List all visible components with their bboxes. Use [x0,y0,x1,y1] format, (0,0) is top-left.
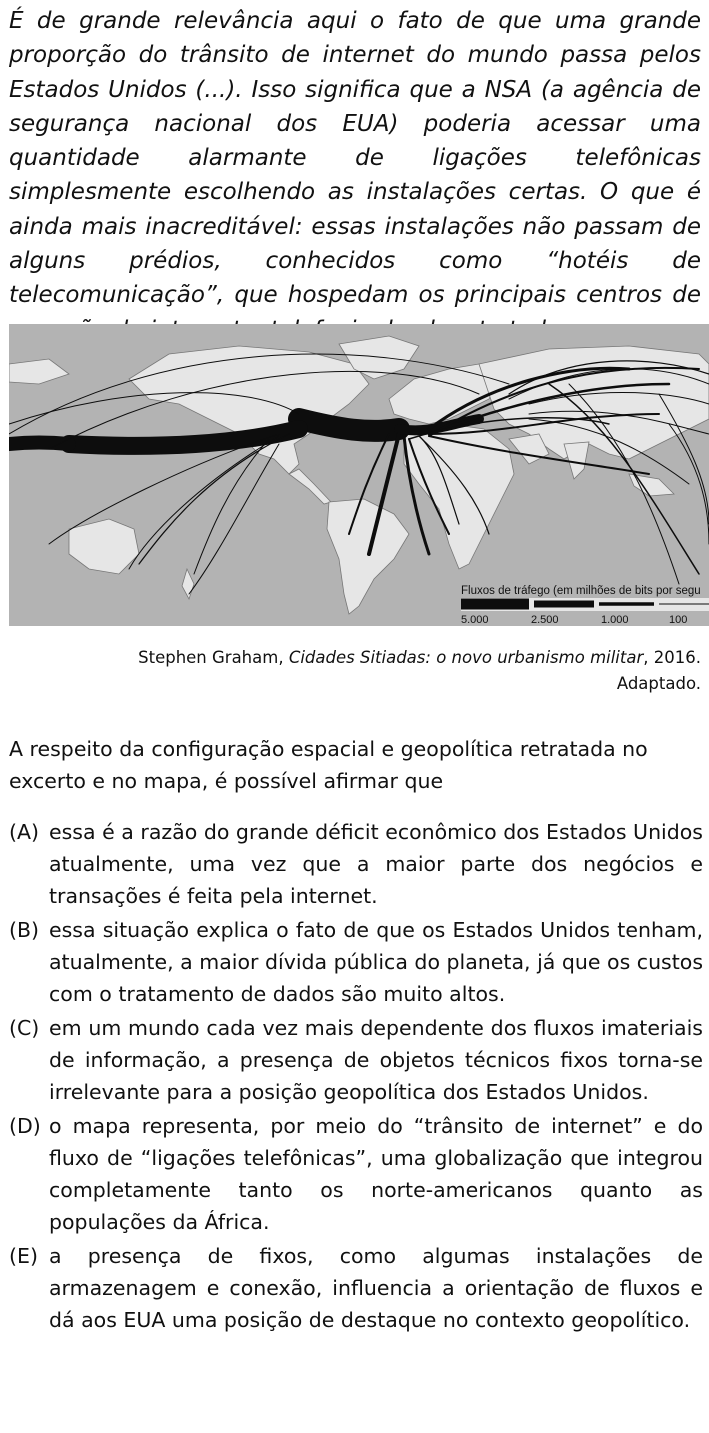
caption-note: Adaptado. [616,674,701,693]
option-c-text: em um mundo cada vez mais dependente dos fluxos imateriais de informação, a presença de objetos técnicos fixos torna-se irrelevante para a posição geopolítica dos Estados Unidos. [49,1016,703,1104]
option-d-letter: (D) [9,1114,41,1138]
option-e-letter: (E) [9,1244,38,1268]
legend-value-2500: 2.500 [531,614,559,626]
option-d[interactable] [9,1110,703,1238]
option-c[interactable] [9,1012,703,1108]
map-graphic [9,324,709,626]
caption-author: Stephen Graham, [138,648,289,667]
option-a[interactable] [9,816,703,912]
option-d-text: o mapa representa, por meio do “trânsito de internet” e do fluxo de “ligações telefônicas”, uma globalização que integrou completamente tanto os norte-americanos quanto as populações da África. [49,1114,703,1234]
excerpt-quote: É de grande relevância aqui o fato de que uma grande proporção do trânsito de internet do mundo passa pelos Estados Unidos (...). Isso significa que a NSA (a agência de segurança nacional dos EUA) poderia acessar uma quantidade alarmante de ligações telefônicas simplesmente escolhendo as instalações certas. O que é ainda mais inacreditável: essas instalações não passam de alguns prédios, conhecidos como “hotéis de telecomunicação”, que hospedam os principais centros de [9,8,701,309]
legend-value-100: 100 [669,614,688,626]
option-b[interactable] [9,914,703,1010]
legend-value-5000: 5.000 [461,614,489,626]
answer-options [9,816,703,1336]
map-caption [61,645,701,697]
world-traffic-map [9,324,709,626]
option-a-text: essa é a razão do grande déficit econômico dos Estados Unidos atualmente, uma vez que a maior parte dos negócios e transações é feita pela internet. [49,820,703,908]
caption-year: , 2016. [643,648,701,667]
option-c-letter: (C) [9,1016,40,1040]
legend-value-1000: 1.000 [601,614,629,626]
option-a-letter: (A) [9,820,40,844]
caption-title: Cidades Sitiadas: o novo urbanismo militar [288,648,644,667]
legend-title: Fluxos de tráfego (em milhões de bits por segu [461,585,701,597]
option-e-text: a presença de fixos, como algumas instalações de armazenagem e conexão, influencia a orientação de fluxos e dá aos EUA uma posição de destaque no contexto geopolítico. [49,1244,703,1332]
caption-line-1 [61,645,701,671]
option-b-letter: (B) [9,918,40,942]
question-stem: A respeito da configuração espacial e geopolítica retratada no excerto e no mapa, é possível afirmar que [9,737,648,793]
option-b-text: essa situação explica o fato de que os Estados Unidos tenham, atualmente, a maior dívida pública do planeta, já que os custos com o tratamento de dados são muito altos. [49,918,703,1006]
option-e[interactable] [9,1240,703,1336]
